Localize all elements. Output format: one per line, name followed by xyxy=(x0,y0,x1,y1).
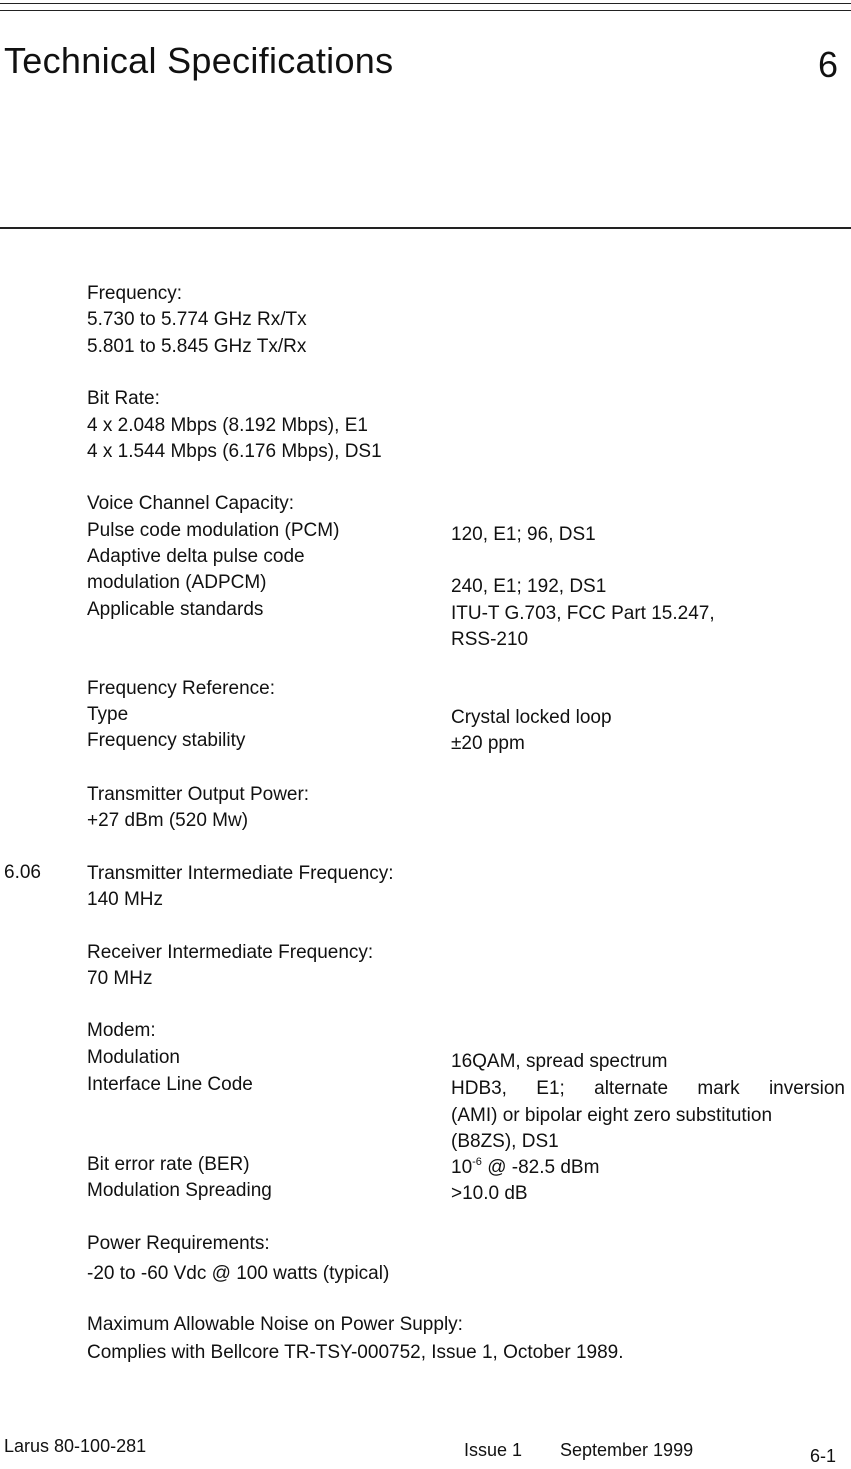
modulation-label: Modulation xyxy=(87,1047,180,1068)
header-rule-second xyxy=(0,10,851,11)
line-code-word: HDB3, xyxy=(451,1078,507,1099)
bit-rate-line-1: 4 x 2.048 Mbps (8.192 Mbps), E1 xyxy=(87,415,368,436)
chapter-number: 6 xyxy=(818,44,839,85)
standards-label: Applicable standards xyxy=(87,599,264,620)
ber-label: Bit error rate (BER) xyxy=(87,1154,250,1175)
frequency-heading: Frequency: xyxy=(87,283,183,304)
adpcm-value: 240, E1; 192, DS1 xyxy=(451,576,607,597)
frequency-line-2: 5.801 to 5.845 GHz Tx/Rx xyxy=(87,336,307,357)
noise-heading: Maximum Allowable Noise on Power Supply: xyxy=(87,1314,463,1335)
header-rule-bottom xyxy=(0,227,851,229)
noise-value: Complies with Bellcore TR-TSY-000752, Issue 1, October 1989. xyxy=(87,1342,624,1363)
voice-capacity-heading: Voice Channel Capacity: xyxy=(87,493,295,514)
ber-rest: @ -82.5 dBm xyxy=(481,1157,600,1178)
pcm-value: 120, E1; 96, DS1 xyxy=(451,524,596,545)
footer-date: September 1999 xyxy=(560,1440,694,1460)
adpcm-label-line-1: Adaptive delta pulse code xyxy=(87,546,305,567)
line-code-value-line-1 xyxy=(451,1076,845,1102)
ber-exponent: -6 xyxy=(472,1156,482,1168)
bit-rate-heading: Bit Rate: xyxy=(87,388,160,409)
standards-value-line-1: ITU-T G.703, FCC Part 15.247, xyxy=(451,603,715,624)
reference-type-label: Type xyxy=(87,704,129,725)
rx-if-value: 70 MHz xyxy=(87,968,153,989)
bit-rate-line-2: 4 x 1.544 Mbps (6.176 Mbps), DS1 xyxy=(87,441,382,462)
header-rule-top xyxy=(0,3,851,4)
ber-base: 10 xyxy=(451,1157,473,1178)
line-code-word: mark xyxy=(697,1078,740,1099)
frequency-stability-label: Frequency stability xyxy=(87,730,246,751)
ber-value xyxy=(451,1155,599,1181)
footer-doc-number: Larus 80-100-281 xyxy=(4,1436,147,1456)
tx-power-value: +27 dBm (520 Mw) xyxy=(87,810,249,831)
rx-if-heading: Receiver Intermediate Frequency: xyxy=(87,942,374,963)
line-code-word: inversion xyxy=(768,1078,845,1099)
spreading-value: >10.0 dB xyxy=(451,1183,528,1204)
reference-type-value: Crystal locked loop xyxy=(451,707,612,728)
power-heading: Power Requirements: xyxy=(87,1233,270,1254)
line-code-value-line-3: (B8ZS), DS1 xyxy=(451,1131,559,1152)
line-code-label: Interface Line Code xyxy=(87,1074,253,1095)
page-title: Technical Specifications xyxy=(4,40,394,81)
tx-power-heading: Transmitter Output Power: xyxy=(87,784,310,805)
tx-if-heading: Transmitter Intermediate Frequency: xyxy=(87,863,394,884)
line-code-word: alternate xyxy=(594,1078,669,1099)
footer-page-number: 6-1 xyxy=(810,1446,837,1466)
frequency-stability-value: ±20 ppm xyxy=(451,733,525,754)
modem-heading: Modem: xyxy=(87,1020,156,1041)
pcm-label: Pulse code modulation (PCM) xyxy=(87,520,340,541)
power-value: -20 to -60 Vdc @ 100 watts (typical) xyxy=(87,1263,390,1284)
line-code-value-line-2: (AMI) or bipolar eight zero substitution xyxy=(451,1105,773,1126)
section-number: 6.06 xyxy=(4,862,41,883)
frequency-line-1: 5.730 to 5.774 GHz Rx/Tx xyxy=(87,309,307,330)
frequency-reference-heading: Frequency Reference: xyxy=(87,678,275,699)
line-code-word: E1; xyxy=(536,1078,565,1099)
footer-issue: Issue 1 xyxy=(464,1440,523,1460)
tx-if-value: 140 MHz xyxy=(87,889,164,910)
spreading-label: Modulation Spreading xyxy=(87,1180,272,1201)
modulation-value: 16QAM, spread spectrum xyxy=(451,1051,668,1072)
standards-value-line-2: RSS-210 xyxy=(451,629,529,650)
adpcm-label-line-2: modulation (ADPCM) xyxy=(87,572,267,593)
